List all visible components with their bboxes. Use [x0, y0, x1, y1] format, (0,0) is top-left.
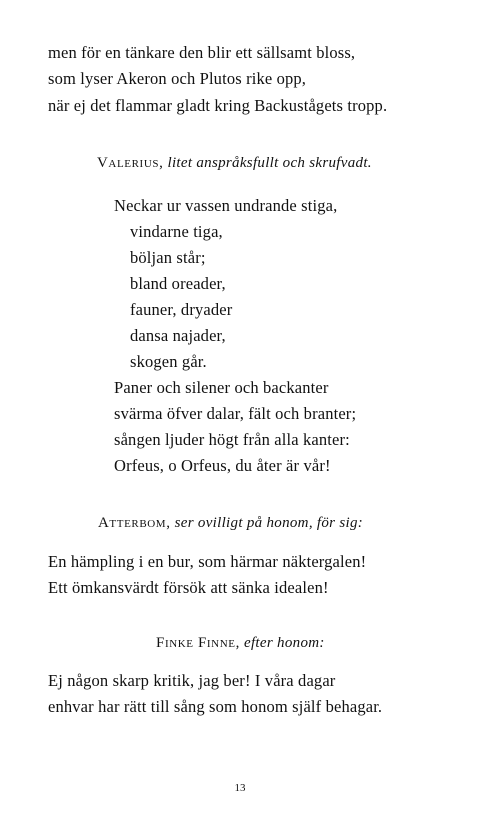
verse-line: fauner, dryader	[130, 300, 233, 319]
verse-line: bland oreader,	[130, 274, 226, 293]
verse-line: svärma öfver dalar, fält och branter;	[114, 404, 357, 423]
speaker-name: Valerius,	[97, 155, 164, 171]
verse-line: men för en tänkare den blir ett sällsamt bloss,	[48, 43, 356, 62]
verse-line: som lyser Akeron och Plutos rike opp,	[48, 69, 307, 88]
speaker-name: Atterbom,	[98, 515, 171, 531]
verse-line: En hämpling i en bur, som härmar näktergalen!	[48, 552, 367, 571]
verse-line: Neckar ur vassen undrande stiga,	[114, 196, 338, 215]
speaker-name: Finke Finne,	[156, 635, 240, 651]
verse-line: Ej någon skarp kritik, jag ber! I våra dagar	[48, 671, 336, 690]
verse-line: dansa najader,	[130, 326, 226, 345]
verse-line: Paner och silener och backanter	[114, 378, 329, 397]
verse-line: Ett ömkansvärdt försök att sänka idealen!	[48, 578, 329, 597]
verse-line: enhvar har rätt till sång som honom själf behagar.	[48, 697, 383, 716]
page-number: 13	[234, 782, 246, 794]
verse-line: Orfeus, o Orfeus, du åter är vår!	[114, 456, 331, 475]
verse-line: vindarne tiga,	[130, 222, 223, 241]
stage-direction: litet anspråksfullt och skrufvadt.	[167, 155, 372, 171]
stage-direction: efter honom:	[244, 635, 325, 651]
verse-line: böljan står;	[130, 248, 206, 267]
verse-line: sången ljuder högt från alla kanter:	[114, 430, 350, 449]
verse-line: när ej det flammar gladt kring Backustågets tropp.	[48, 96, 388, 115]
speaker-heading-atterbom	[98, 513, 363, 533]
speaker-heading-finke-finne	[156, 633, 325, 653]
verse-line: skogen går.	[130, 352, 207, 371]
stage-direction: ser ovilligt på honom, för sig:	[174, 515, 364, 531]
speaker-heading-valerius	[97, 153, 372, 173]
